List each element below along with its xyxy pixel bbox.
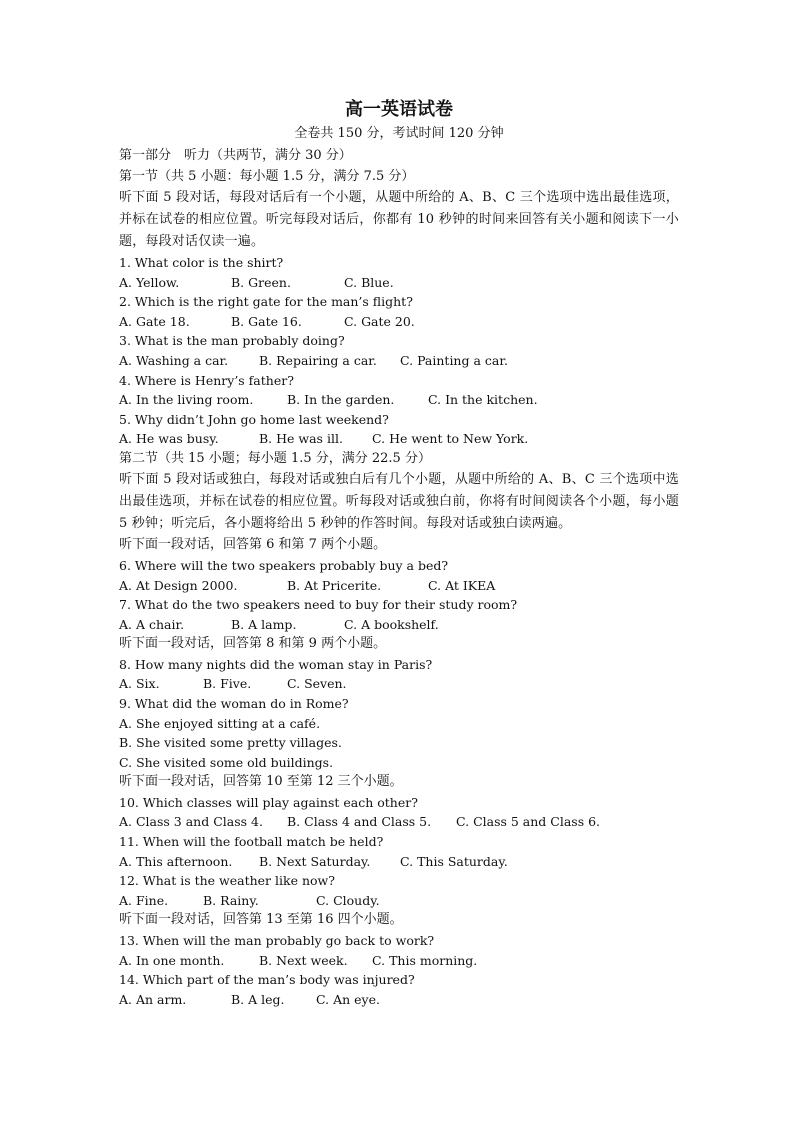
question-options xyxy=(119,312,679,332)
question-stem: 10. Which classes will play against each other? xyxy=(119,794,418,810)
option-c: C. An eye. xyxy=(316,991,380,1007)
question-stem: 3. What is the man probably doing? xyxy=(119,333,345,349)
option-a: A. Yellow. xyxy=(119,274,180,290)
option-b: B. A lamp. xyxy=(231,616,297,632)
option-b: B. Rainy. xyxy=(203,892,259,908)
section2-instructions: 听下面 5 段对话或独白，每段对话或独白后有几个小题，从题中所给的 A、B、C 三个选项中选出最佳选项，并标在试卷的相应位置。听每段对话或独白前，你将有时间阅读各个小题，每小题 5 秒钟；听完后，各小题将给出 5 秒钟的作答时间。每段对话或独白读两遍。 xyxy=(119,472,679,532)
option-a: A. An arm. xyxy=(119,991,187,1007)
option-b: B. Next Saturday. xyxy=(259,853,371,869)
question-options xyxy=(119,674,679,694)
question-stem: 7. What do the two speakers need to buy for their study room? xyxy=(119,597,518,613)
option-c: C. Blue. xyxy=(344,274,394,290)
option-a: A. This afternoon. xyxy=(119,853,233,869)
option-c: C. This morning. xyxy=(372,952,478,968)
dialogue-prompt: 听下面一段对话，回答第 8 和第 9 两个小题。 xyxy=(119,636,387,652)
section1-instructions: 听下面 5 段对话，每段对话后有一个小题，从题中所给的 A、B、C 三个选项中选出最佳选项，并标在试卷的相应位置。听完每段对话后，你都有 10 秒钟的时间来回答有关小题和阅读下一小题，每段对话仅读一遍。 xyxy=(119,190,679,249)
part1-heading: 第一部分 听力（共两节，满分 30 分） xyxy=(119,148,352,163)
dialogue-prompt: 听下面一段对话，回答第 6 和第 7 两个小题。 xyxy=(119,537,387,553)
option-c: C. At IKEA xyxy=(428,577,496,593)
question-options xyxy=(119,576,679,596)
exam-page xyxy=(119,96,679,1009)
option-a: A. She enjoyed sitting at a café. xyxy=(119,715,321,731)
option-c: C. In the kitchen. xyxy=(428,392,538,408)
option-b: B. Five. xyxy=(203,676,252,692)
question-options xyxy=(119,852,679,872)
option-a: A. Washing a car. xyxy=(119,352,229,368)
option-a: A. At Design 2000. xyxy=(119,577,238,593)
option-b: B. Class 4 and Class 5. xyxy=(287,814,432,830)
option-b: B. In the garden. xyxy=(287,392,395,408)
option-b: B. A leg. xyxy=(231,991,285,1007)
question-options xyxy=(119,390,679,410)
section2-heading: 第二节（共 15 小题；每小题 1.5 分，满分 22.5 分） xyxy=(119,450,431,466)
question-stem: 6. Where will the two speakers probably buy a bed? xyxy=(119,557,449,573)
question-options xyxy=(119,273,679,293)
question-stem: 2. Which is the right gate for the man’s flight? xyxy=(119,294,413,310)
question-stem: 1. What color is the shirt? xyxy=(119,255,284,270)
question-stem: 11. When will the football match be held? xyxy=(119,834,384,850)
option-b: B. Green. xyxy=(231,274,291,290)
question-stem: 8. How many nights did the woman stay in Paris? xyxy=(119,656,433,672)
dialogue-prompt: 听下面一段对话，回答第 13 至第 16 四个小题。 xyxy=(119,912,403,928)
option-b: B. Next week. xyxy=(259,952,348,968)
question-stem: 5. Why didn’t John go home last weekend? xyxy=(119,411,389,427)
question-stem: 12. What is the weather like now? xyxy=(119,873,335,889)
option-b: B. At Pricerite. xyxy=(287,577,382,593)
option-c: C. He went to New York. xyxy=(372,431,529,447)
question-options xyxy=(119,951,679,971)
question-stem: 4. Where is Henry’s father? xyxy=(119,372,294,388)
option-a: A. A chair. xyxy=(119,616,185,632)
option-c: C. Gate 20. xyxy=(344,313,415,329)
option-c: C. Seven. xyxy=(287,676,347,692)
option-a: A. In the living room. xyxy=(119,392,254,408)
option-c: C. A bookshelf. xyxy=(344,616,439,632)
option-c: C. This Saturday. xyxy=(400,853,508,869)
option-a: A. Fine. xyxy=(119,892,169,908)
dialogue-prompt: 听下面一段对话，回答第 10 至第 12 三个小题。 xyxy=(119,774,403,790)
question-stem: 14. Which part of the man’s body was injured? xyxy=(119,972,415,988)
exam-title: 高一英语试卷 xyxy=(345,99,453,120)
option-a: A. Six. xyxy=(119,676,160,692)
section1-heading: 第一节（共 5 小题：每小题 1.5 分，满分 7.5 分） xyxy=(119,168,415,184)
option-b: B. Gate 16. xyxy=(231,313,302,329)
question-options xyxy=(119,429,679,449)
question-stem: 13. When will the man probably go back to work? xyxy=(119,932,435,948)
question-options xyxy=(119,812,679,832)
exam-subtitle: 全卷共 150 分，考试时间 120 分钟 xyxy=(294,126,504,141)
option-a: A. In one month. xyxy=(119,952,225,968)
option-b: B. He was ill. xyxy=(259,431,343,447)
question-options xyxy=(119,615,679,635)
option-b: B. Repairing a car. xyxy=(259,352,377,368)
option-c: C. She visited some old buildings. xyxy=(119,754,334,770)
option-c: C. Class 5 and Class 6. xyxy=(456,814,601,830)
question-options xyxy=(119,351,679,371)
question-options xyxy=(119,891,679,911)
option-a: A. Class 3 and Class 4. xyxy=(119,814,263,830)
question-options xyxy=(119,990,679,1010)
option-b: B. She visited some pretty villages. xyxy=(119,735,342,751)
question-stem: 9. What did the woman do in Rome? xyxy=(119,696,349,711)
option-a: A. Gate 18. xyxy=(119,313,190,329)
option-a: A. He was busy. xyxy=(119,431,219,447)
option-c: C. Cloudy. xyxy=(316,892,380,908)
option-c: C. Painting a car. xyxy=(400,352,508,368)
